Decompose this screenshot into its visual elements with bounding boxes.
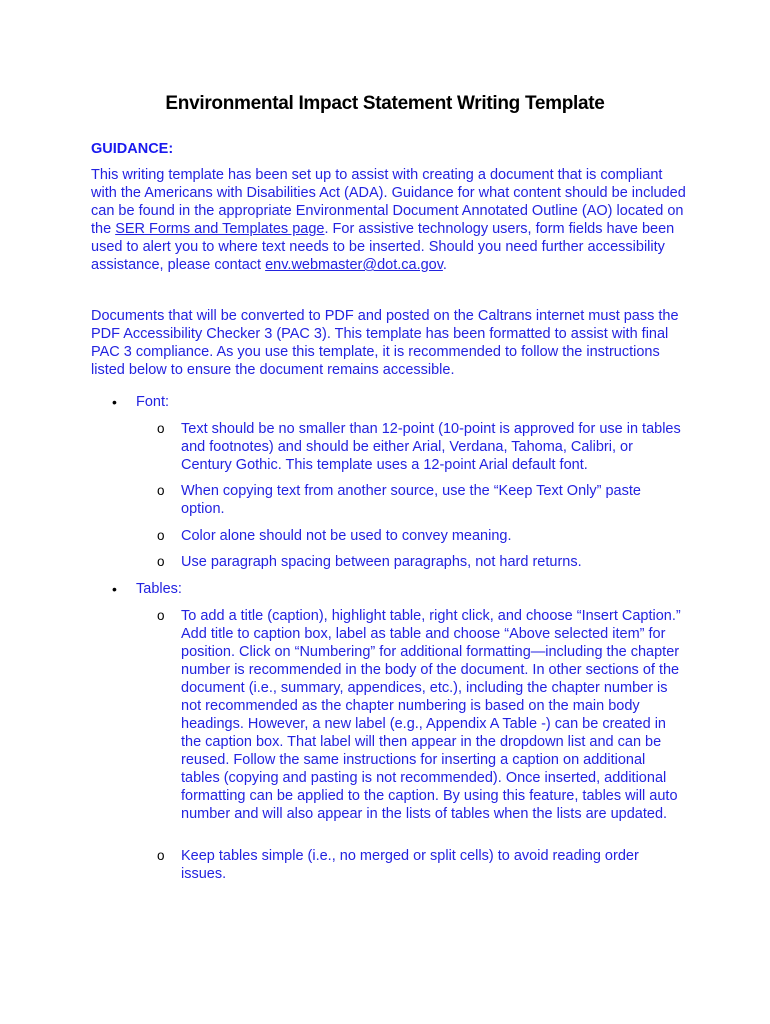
webmaster-email-link[interactable]: env.webmaster@dot.ca.gov — [265, 257, 443, 273]
para1-text-2: . For assistive technology users, form fields have been used to alert you to where text needs to be inserted. Should you need further accessibility assistance, please contact — [91, 221, 675, 273]
bullet-icon: • — [112, 394, 117, 410]
sub-bullet-icon: o — [157, 483, 165, 498]
guidance-paragraph-1 — [91, 166, 691, 274]
guidance-paragraph-2: Documents that will be converted to PDF and posted on the Caltrans internet must pass the PDF Accessibility Checker 3 (PAC 3). This template has been formatted to assist with final PAC 3 compliance. As you use this template, it is recommended to follow the instructions listed below to ensure the document remains accessible. — [91, 308, 679, 378]
para1-text: This writing template has been set up to assist with creating a document that is compliant with the Americans with Disabilities Act (ADA). Guidance for what content should be included can be found in the appropriate Environmental Document Annotated Outline (AO) located on the — [91, 167, 686, 237]
sub-item-text: Text should be no smaller than 12-point (10-point is approved for use in tables and footnotes) and should be either Arial, Verdana, Tahoma, Calibri, or Century Gothic. This template uses a 12-point Arial default font. — [181, 421, 681, 473]
sub-bullet-icon: o — [157, 528, 165, 543]
section-label-tables: Tables: — [136, 581, 182, 597]
sub-bullet-icon: o — [157, 421, 165, 436]
document-title: Environmental Impact Statement Writing Template — [165, 93, 605, 114]
sub-item-text: To add a title (caption), highlight table, right click, and choose “Insert Caption.” Add title to caption box, label as table and choose “Above selected item” for position. Click on “Numbering” for additional formatting—including the chapter number is recommended in the body of the document. In other sections of the document (i.e., summary, appendices, etc.), including the chapter number is not recommended as the chapter numbering is based on the main body headings. However, a new label (e.g., Appendix A Table -) can be created in the caption box. That label will then appear in the dropdown list and can be reused. Follow the same instructions for inserting a caption on additional tables (copying and pasting is not recommended). Once inserted, additional formatting can be applied to the caption. By using this feature, tables will auto number and will also appear in the lists of tables when the lists are updated. — [181, 608, 681, 822]
section-label-font: Font: — [136, 394, 170, 410]
sub-bullet-icon: o — [157, 608, 165, 623]
sub-bullet-icon: o — [157, 554, 165, 569]
sub-item-text: Keep tables simple (i.e., no merged or split cells) to avoid reading order issues. — [181, 848, 639, 882]
para1-end: . — [442, 257, 447, 273]
sub-bullet-icon: o — [157, 848, 165, 863]
sub-item-text: Color alone should not be used to convey meaning. — [181, 528, 512, 544]
bullet-icon: • — [112, 581, 117, 597]
guidance-heading: GUIDANCE: — [91, 141, 174, 157]
sub-item-text: When copying text from another source, use the “Keep Text Only” paste option. — [181, 483, 641, 517]
sub-item-text: Use paragraph spacing between paragraphs, not hard returns. — [181, 554, 582, 570]
ser-forms-link[interactable]: SER Forms and Templates page — [115, 221, 325, 237]
